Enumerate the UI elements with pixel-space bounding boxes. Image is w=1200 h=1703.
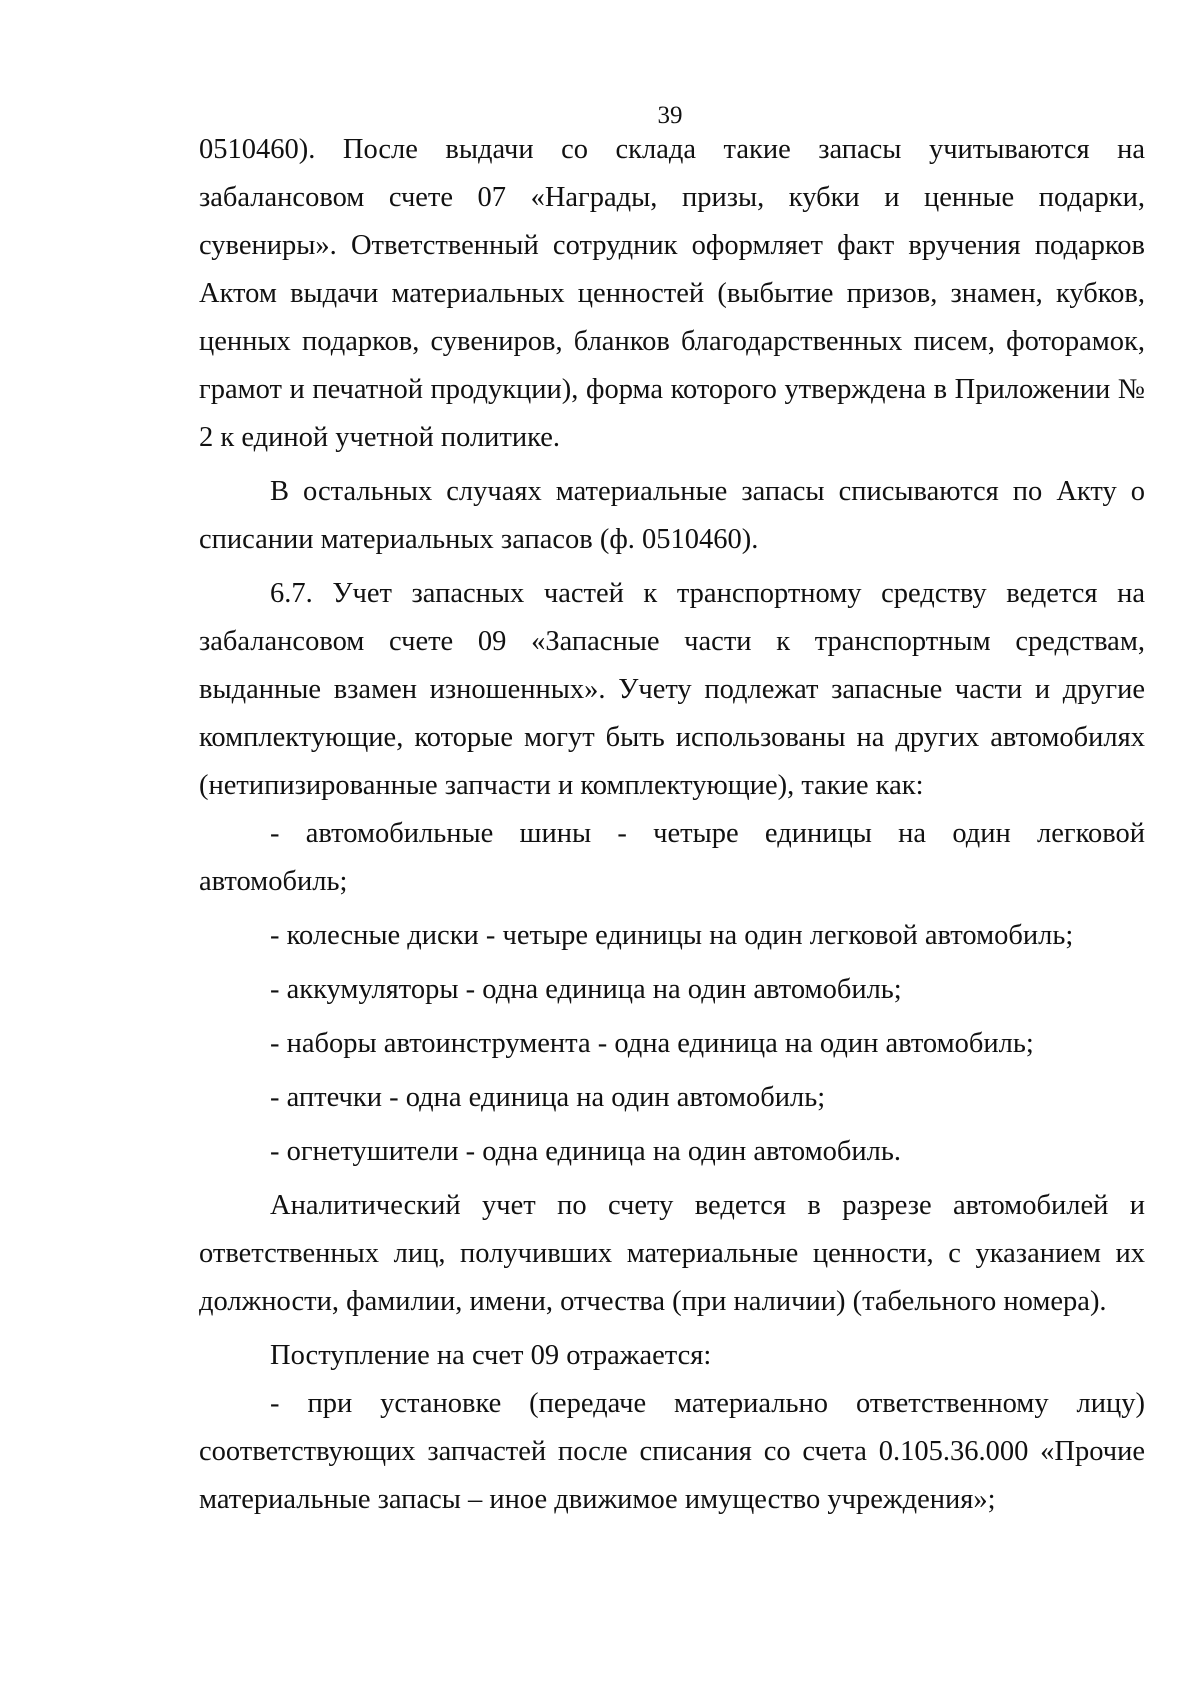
list-item-installation: - при установке (передаче материально ответственному лицу) соответствующих запчастей после списания со счета 0.105.36.000 «Прочие материальные запасы – иное движимое имущество учреждения»; xyxy=(199,1388,1145,1515)
list-item-batteries: - аккумуляторы - одна единица на один автомобиль; xyxy=(270,974,902,1005)
list-item-tires: - автомобильные шины - четыре единицы на один легковой автомобиль; xyxy=(199,818,1145,897)
paragraph-receipt-heading: Поступление на счет 09 отражается: xyxy=(270,1340,712,1371)
list-item-tool-kits: - наборы автоинструмента - одна единица на один автомобиль; xyxy=(270,1028,1034,1059)
paragraph-awards-accounting: 0510460). После выдачи со склада такие запасы учитываются на забалансовом счете 07 «Награды, призы, кубки и ценные подарки, сувениры». Ответственный сотрудник оформляет факт вручения подарков Актом выдачи материальных ценностей (выбытие призов, знамен, кубков, ценных подарков, сувениров, бланков благодарственных писем, фоторамок, грамот и печатной продукции), форма которого утверждена в Приложении № 2 к единой учетной политике. xyxy=(199,134,1145,453)
paragraph-spare-parts-accounting: 6.7. Учет запасных частей к транспортному средству ведется на забалансовом счете 09 «Запасные части к транспортным средствам, выданные взамен изношенных». Учету подлежат запасные части и другие комплектующие, которые могут быть использованы на других автомобилях (нетипизированные запчасти и комплектующие), такие как: xyxy=(199,578,1145,801)
paragraph-other-write-off: В остальных случаях материальные запасы списываются по Акту о списании материальных запасов (ф. 0510460). xyxy=(199,476,1145,555)
list-item-first-aid-kits: - аптечки - одна единица на один автомобиль; xyxy=(270,1082,826,1113)
document-body xyxy=(199,126,1145,1524)
list-item-fire-extinguishers: - огнетушители - одна единица на один автомобиль. xyxy=(270,1136,901,1167)
page-number: 39 xyxy=(657,102,683,129)
paragraph-analytical-accounting: Аналитический учет по счету ведется в разрезе автомобилей и ответственных лиц, получивших материальные ценности, с указанием их должности, фамилии, имени, отчества (при наличии) (табельного номера). xyxy=(199,1190,1145,1317)
list-item-wheel-disks: - колесные диски - четыре единицы на один легковой автомобиль; xyxy=(270,920,1074,951)
